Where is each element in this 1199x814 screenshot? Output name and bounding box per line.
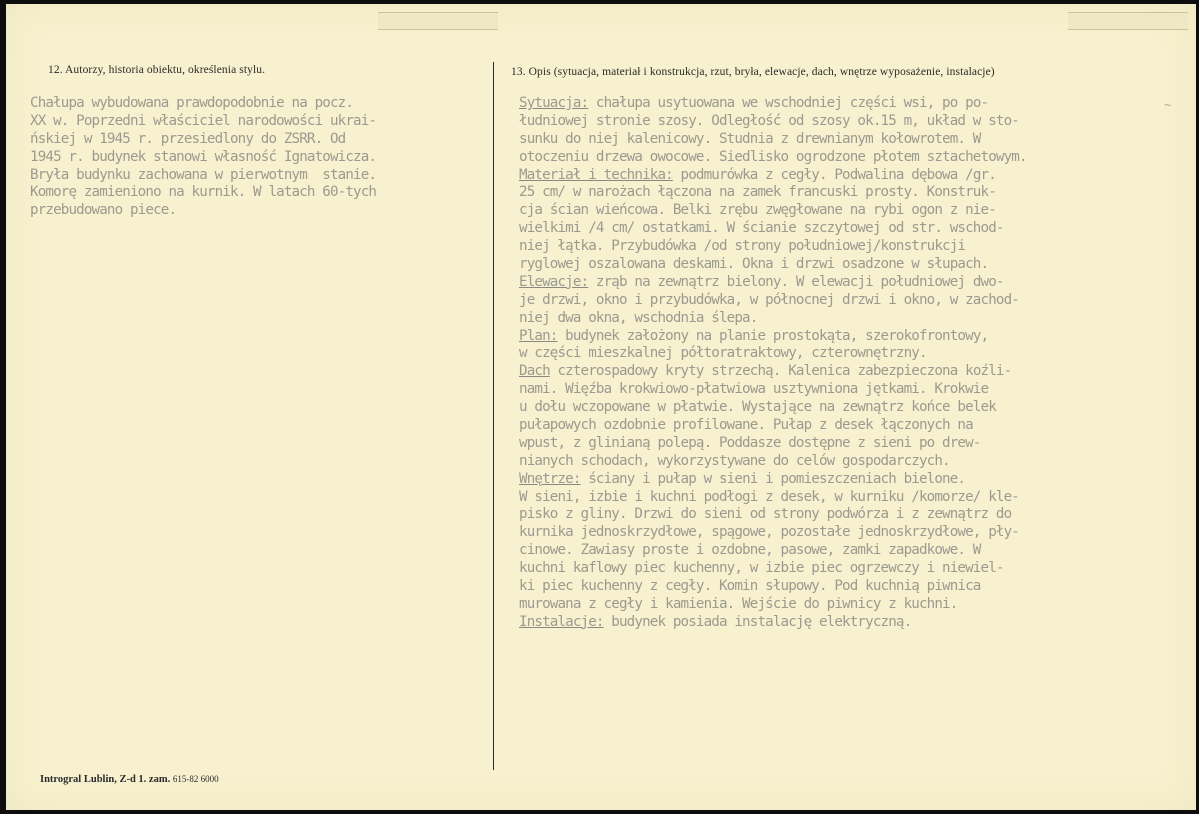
section-line-text: chałupa usytuowana we wschodniej części wsi, po po-: [588, 95, 989, 111]
section-line-text: pułapowych ozdobnie profilowane. Pułap z desek łączonych na: [519, 417, 973, 434]
section-13-line: [519, 167, 1027, 185]
section-label: Elewacje:: [519, 273, 589, 290]
section-13-line: [519, 453, 1027, 471]
section-line-text: podmurówka z cegły. Podwalina dębowa /gr.: [672, 166, 996, 183]
footer-printer: Introgral Lublin, Z-d 1. zam.: [40, 774, 171, 785]
section-line-text: kuchni kaflowy piec kuchenny, w izbie piec ogrzewczy i niewiel-: [519, 560, 1004, 577]
section-line-text: ryglowej oszalowana deskami. Okna i drzwi osadzone w słupach.: [519, 256, 989, 273]
section-line-text: nianych schodach, wykorzystywane do celów gospodarczych.: [519, 452, 950, 469]
section-line-text: 25 cm/ w narożach łączona na zamek francuski prosty. Konstruk-: [519, 184, 996, 201]
section-13-line: [519, 381, 1027, 399]
section-line-text: czterospadowy kryty strzechą. Kalenica zabezpieczona koźli-: [549, 363, 1012, 380]
section-13-line: [519, 489, 1027, 507]
section-line-text: pisko z gliny. Drzwi do sieni od strony podwórza i z zewnątrz do: [519, 506, 1012, 523]
section-line-text: w części mieszkalnej półtoratraktowy, czterownętrzny.: [519, 345, 927, 362]
section-13-line: [519, 131, 1027, 149]
section-13-line: [519, 113, 1027, 131]
section-13-line: [519, 614, 1027, 632]
top-tab-left: [378, 12, 498, 30]
section-line-text: je drzwi, okno i przybudówka, w północnej drzwi i okno, w zachod-: [519, 291, 1019, 308]
section-13-line: [519, 471, 1027, 489]
section-13-line: [519, 274, 1027, 292]
section-12-heading: 12. Autorzy, historia obiektu, określenia stylu.: [48, 64, 266, 76]
section-13-line: [519, 417, 1027, 435]
section-12-line: Komorę zamieniono na kurnik. W latach 60-tych: [30, 184, 377, 201]
section-13-line: [519, 345, 1027, 363]
section-13-line: [519, 596, 1027, 614]
section-13-line: [519, 560, 1027, 578]
section-line-text: cinowe. Zawiasy proste i ozdobne, pasowe, zamki zapadkowe. W: [519, 542, 981, 559]
section-13-line: [519, 399, 1027, 417]
section-label: Dach: [519, 363, 550, 380]
section-13-line: [519, 238, 1027, 256]
section-12-line: Chałupa wybudowana prawdopodobnie na pocz.: [30, 95, 354, 111]
footer-code: 615-82 6000: [172, 774, 219, 784]
section-line-text: nami. Więźba krokwiowo-płatwiowa usztywniona jętkami. Krokwie: [519, 381, 989, 398]
section-13-line: [519, 202, 1027, 220]
section-13-line: [519, 363, 1027, 381]
section-13-line: [519, 328, 1027, 346]
top-tab-right: [1068, 12, 1188, 30]
section-label: Sytuacja:: [519, 95, 589, 111]
section-label: Wnętrze:: [519, 470, 581, 487]
section-label: Instalacje:: [519, 613, 604, 630]
section-line-text: kurnika jednoskrzydłowe, spągowe, pozostałe jednoskrzydłowe, pły-: [519, 524, 1019, 541]
section-13-line: [519, 220, 1027, 238]
section-line-text: ściany i pułap w sieni i pomieszczeniach bielone.: [580, 470, 966, 487]
printer-footer: [40, 774, 219, 785]
section-13-line: [519, 256, 1027, 274]
section-line-text: sunku do niej kalenicowy. Studnia z drewnianym kołowrotem. W: [519, 130, 981, 147]
section-13-line: [519, 542, 1027, 560]
section-13-line: [519, 184, 1027, 202]
section-13-line: [519, 292, 1027, 310]
section-12-text: [30, 95, 376, 220]
section-line-text: cja ścian wieńcowa. Belki zrębu zwęgłowane na rybi ogon z nie-: [519, 202, 996, 219]
margin-mark: ~: [1164, 98, 1172, 112]
section-line-text: niej dwa okna, wschodnia ślepa.: [519, 309, 758, 326]
section-12-line: ńskiej w 1945 r. przesiedlony do ZSRR. Od: [30, 130, 346, 147]
section-line-text: zrąb na zewnątrz bielony. W elewacji południowej dwo-: [588, 273, 1004, 290]
section-line-text: budynek posiada instalację elektryczną.: [603, 613, 912, 630]
section-13-text: [519, 95, 1027, 632]
section-12-line: 1945 r. budynek stanowi własność Ignatowicza.: [30, 148, 377, 165]
section-13-line: [519, 578, 1027, 596]
section-line-text: łudniowej stronie szosy. Odległość od szosy ok.15 m, układ w sto-: [519, 112, 1019, 129]
section-13-line: [519, 506, 1027, 524]
section-line-text: otoczeniu drzewa owocowe. Siedlisko ogrodzone płotem sztachetowym.: [519, 148, 1027, 165]
section-13-line: [519, 95, 1027, 113]
section-line-text: niej łątka. Przybudówka /od strony południowej/konstrukcji: [519, 238, 966, 255]
section-12-line: Bryła budynku zachowana w pierwotnym stanie.: [30, 166, 377, 183]
section-label: Plan:: [519, 327, 558, 344]
column-divider: [493, 62, 494, 770]
section-line-text: u dołu wczopowane w płatwie. Wystające na zewnątrz końce belek: [519, 399, 996, 416]
section-line-text: ki piec kuchenny z cegły. Komin słupowy. Pod kuchnią piwnica: [519, 578, 981, 595]
section-line-text: wielkimi /4 cm/ ostatkami. W ścianie szczytowej od str. wschod-: [519, 220, 1004, 237]
section-13-line: [519, 310, 1027, 328]
section-line-text: budynek założony na planie prostokąta, szerokofrontowy,: [557, 327, 989, 344]
section-13-line: [519, 435, 1027, 453]
section-13-heading: 13. Opis (sytuacja, materiał i konstrukcja, rzut, bryła, elewacje, dach, wnętrze wyposażenie, instalacje): [511, 66, 995, 78]
section-13-line: [519, 149, 1027, 167]
section-line-text: wpust, z glinianą polepą. Poddasze dostępne z sieni po drew-: [519, 434, 981, 451]
section-label: Materiał i technika:: [519, 166, 673, 183]
section-12-line: przebudowano piece.: [30, 202, 177, 219]
section-12-line: XX w. Poprzedni właściciel narodowości ukrai-: [30, 112, 377, 129]
section-line-text: murowana z cegły i kamienia. Wejście do piwnicy z kuchni.: [519, 595, 958, 612]
section-line-text: W sieni, izbie i kuchni podłogi z desek, w kurniku /komorze/ kle-: [519, 488, 1019, 505]
section-13-line: [519, 524, 1027, 542]
